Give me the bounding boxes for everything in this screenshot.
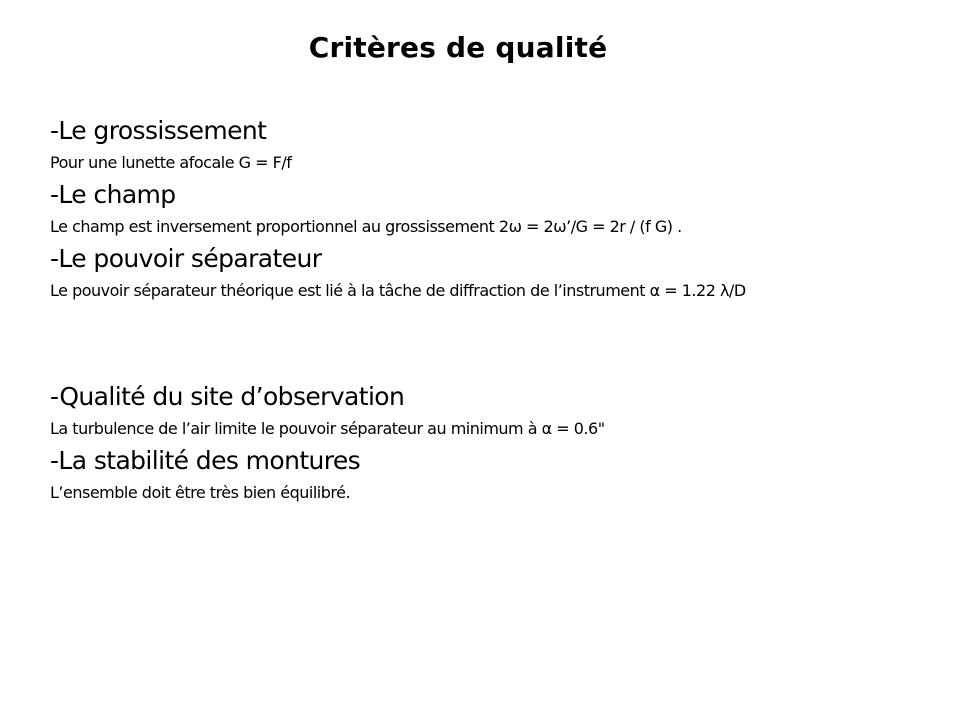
section-text: Le pouvoir séparateur théorique est lié à la tâche de diffraction de l’instrument α = 1.22 λ/D	[50, 281, 746, 300]
slide-content	[50, 113, 930, 507]
section-grossissement	[50, 113, 930, 176]
slide-title: Critères de qualité	[308, 31, 608, 64]
section-stabilite-montures	[50, 443, 930, 506]
section-text: Le champ est inversement proportionnel au grossissement 2ω = 2ω’/G = 2r / (f G) .	[50, 217, 682, 236]
section-heading: -Le grossissement	[50, 116, 267, 145]
section-pouvoir-separateur	[50, 241, 930, 304]
section-qualite-site	[50, 379, 930, 442]
section-text: La turbulence de l’air limite le pouvoir séparateur au minimum à α = 0.6"	[50, 419, 605, 438]
section-text: L’ensemble doit être très bien équilibré.	[50, 483, 351, 502]
section-text: Pour une lunette afocale G = F/f	[50, 153, 292, 172]
section-champ	[50, 177, 930, 240]
section-heading: -Qualité du site d’observation	[50, 382, 405, 411]
section-heading: -La stabilité des montures	[50, 446, 361, 475]
section-heading: -Le pouvoir séparateur	[50, 244, 322, 273]
section-heading: -Le champ	[50, 180, 176, 209]
spacer	[50, 305, 930, 379]
